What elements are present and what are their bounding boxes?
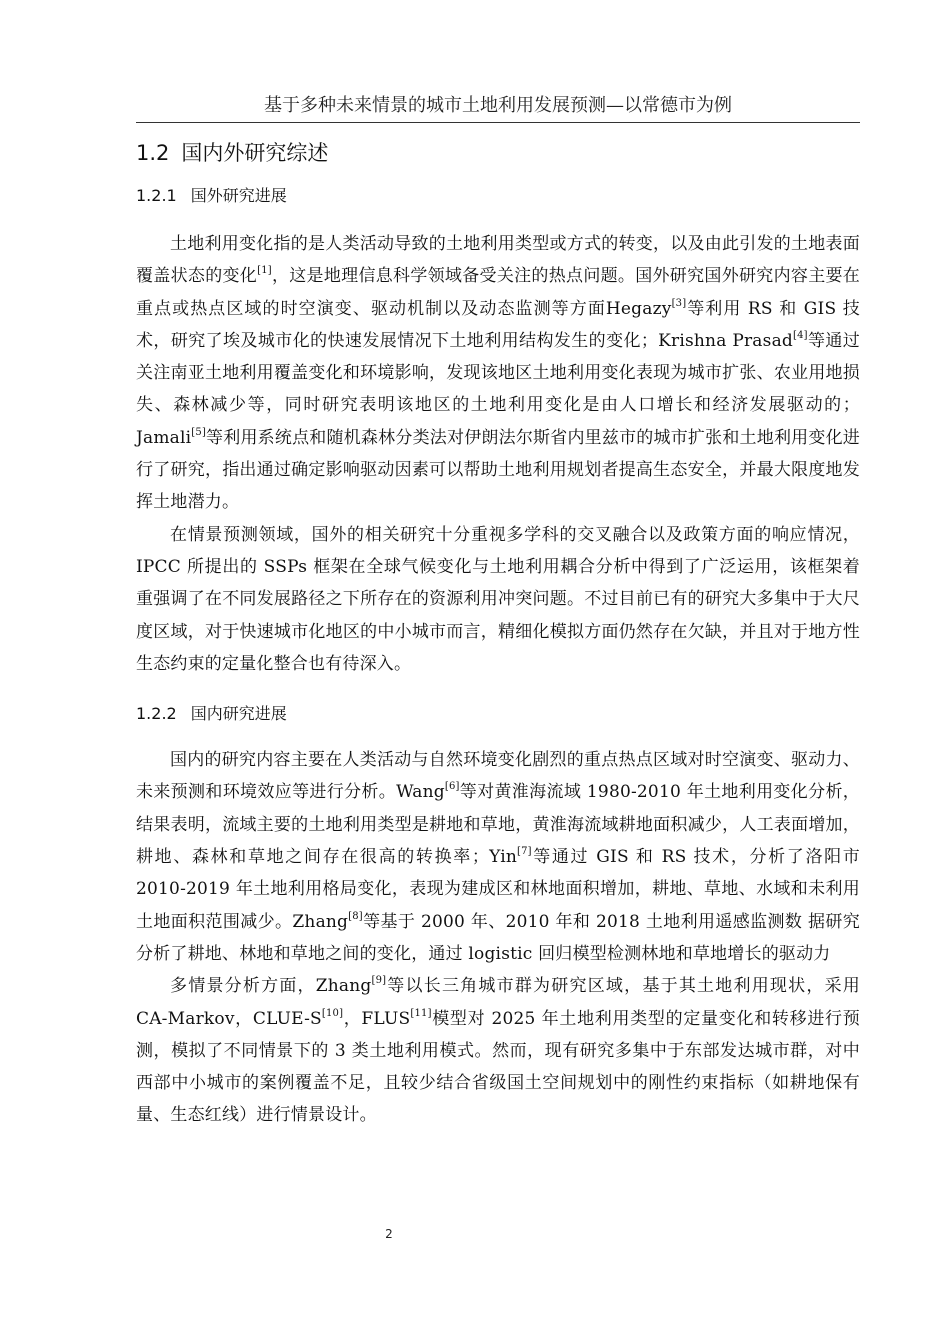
citation: [4] <box>793 329 808 341</box>
header-rule <box>136 122 860 123</box>
section-number: 1.2 <box>136 141 170 165</box>
text-run: ，这是地理信息科学领域备受关注的热点问题。国外研究国外研究内容主要在重点或热点区域的时空演变、驱动机制以及动态监测等方面Hegazy <box>136 266 860 319</box>
text-run: 国内的研究内容主要在人类活动与自然环境变化剧烈的重点热点区域对时空演变、驱动力、未来预测和环境效应等进行分析。Wang <box>136 750 860 803</box>
citation: [8] <box>348 910 363 922</box>
text-run: 等通过 GIS 和 RS 技术，分析了洛阳市 2010-2019 年土地利用格局变化，表现为建成区和林地面积增加，耕地、草地、水域和未利用土地面积范围减少。Zhang <box>136 847 860 932</box>
subsection-number: 1.2.1 <box>136 186 177 205</box>
citation: [7] <box>517 846 532 858</box>
running-header: 基于多种未来情景的城市土地利用发展预测—以常德市为例 <box>264 95 732 116</box>
subsection-title: 国内研究进展 <box>190 704 287 724</box>
paragraph-multi-scenario <box>136 970 860 1131</box>
text-run: 等以长三角城市群为研究区域，基于其土地利用现状，采用 CA-Markov，CLUE-S <box>136 976 861 1029</box>
page-content <box>136 130 860 1132</box>
domestic-research-block <box>136 744 860 1132</box>
citation: [1] <box>257 265 272 277</box>
subsection-title: 国外研究进展 <box>190 186 287 205</box>
text-run: 等基于 2000 年、2010 年和 2018 土地利用遥感监测数 据研究分析了耕地、林地和草地之间的变化，通过 logistic 回归模型检测林地和草地增长的驱动力 <box>136 911 860 964</box>
citation: [6] <box>444 781 460 793</box>
paragraph-scenario-prediction: 在情景预测领域，国外的相关研究十分重视多学科的交叉融合以及政策方面的响应情况，IPCC 所提出的 SSPs 框架在全球气候变化与土地利用耦合分析中得到了广泛运用，该框架着重强调了在不同发展路径之下所存在的资源利用冲突问题。不过目前已有的研究大多集中于大尺度区域，对于快速城市化地区的中小城市而言，精细化模拟方面仍然存在欠缺，并且对于地方性生态约束的定量化整合也有待深入。 <box>136 524 860 674</box>
paragraph-land-use-change <box>136 228 860 519</box>
citation: [11] <box>410 1007 432 1019</box>
foreign-research-block <box>136 228 860 680</box>
text-run: 等对黄淮海流域 1980-2010 年土地利用变化分析，结果表明，流域主要的土地利用类型是耕地和草地，黄淮海流域耕地面积减少，人工表面增加，耕地、森林和草地之间存在很高的转换率；Yin <box>136 782 860 868</box>
subsection-number: 1.2.2 <box>136 704 177 724</box>
text-run: 模型对 2025 年土地利用类型的定量变化和转移进行预测，模拟了不同情景下的 3 类土地利用模式。然而，现有研究多集中于东部发达城市群，对中西部中小城市的案例覆盖不足，且较少结合省级国土空间规划中的刚性约束指标（如耕地保有量、生态红线）进行情景设计。 <box>136 1008 860 1126</box>
citation: [5] <box>191 426 207 438</box>
citation: [10] <box>321 1007 344 1019</box>
section-heading <box>136 138 860 168</box>
text-run: 等通过关注南亚土地利用覆盖变化和环境影响，发现该地区土地利用变化表现为城市扩张、农业用地损失、森林减少等，同时研究表明该地区的土地利用变化是由人口增长和经济发展驱动的；Jamali <box>136 330 860 448</box>
text-run: 等利用 RS 和 GIS 技术，研究了埃及城市化的快速发展情况下土地利用结构发生的变化；Krishna Prasad <box>136 298 860 351</box>
page-number: 2 <box>385 1227 393 1241</box>
text-run: ，FLUS <box>343 1008 411 1029</box>
citation: [3] <box>671 297 687 309</box>
subsection-heading-domestic <box>136 702 860 726</box>
citation: [9] <box>371 975 387 987</box>
text-run: 等利用系统点和随机森林分类法对伊朗法尔斯省内里兹市的城市扩张和土地利用变化进行了研究，指出通过确定影响驱动因素可以帮助土地利用规划者提高生态安全，并最大限度地发挥土地潜力。 <box>136 427 860 513</box>
text-run: 土地利用变化指的是人类活动导致的土地利用类型或方式的转变，以及由此引发的土地表面覆盖状态的变化 <box>136 234 860 287</box>
section-title: 国内外研究综述 <box>181 141 329 165</box>
text-run: 多情景分析方面，Zhang <box>170 976 372 997</box>
paragraph-domestic-research <box>136 744 860 970</box>
subsection-heading-foreign <box>136 184 860 208</box>
